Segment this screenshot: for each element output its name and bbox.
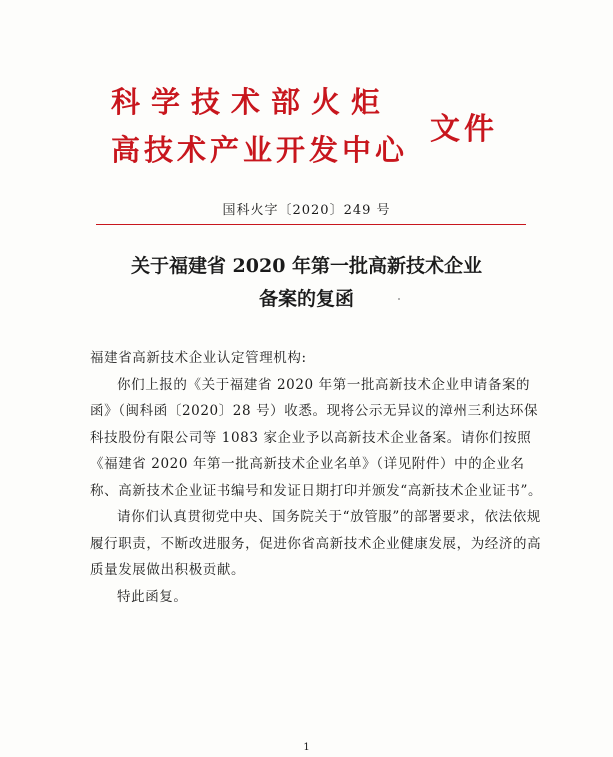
document-type-label: 文件 — [430, 112, 498, 147]
document-number: 国科火字〔2020〕249 号 — [222, 203, 391, 218]
scan-speck — [398, 298, 400, 300]
title-line-1: 关于福建省 2020 年第一批高新技术企业 — [130, 255, 483, 277]
body-paragraph-1: 你们上报的《关于福建省 2020 年第一批高新技术企业申请备案的函》（闽科函〔2020〕28 号）收悉。现将公示无异议的漳州三利达环保科技股份有限公司等 1083 家企业予以高新技术企业备案。请你们按照《福建省 2020 年第一批高新技术企业名单》（详见附件）中的企业名称、高新技术企业证书编号和发证日期打印并颁发“高新技术企业证书”。 — [90, 376, 543, 499]
title-line-2: 备案的复函 — [258, 288, 354, 310]
issuer-line-1: 科学技术部火炬 — [111, 85, 392, 119]
salutation: 福建省高新技术企业认定管理机构: — [90, 350, 307, 366]
document-body — [90, 345, 550, 610]
closing-remark: 特此函复。 — [117, 588, 188, 605]
red-divider-line — [96, 224, 526, 225]
page-number: 1 — [303, 742, 310, 753]
document-title — [0, 250, 613, 316]
issuer-name — [111, 78, 411, 174]
issuer-line-2: 高技术产业开发中心 — [111, 133, 409, 167]
body-paragraph-2: 请你们认真贯彻党中央、国务院关于“放管服”的部署要求，依法依规履行职责，不断改进服务，促进你省高新技术企业健康发展，为经济的高质量发展做出积极贡献。 — [90, 509, 542, 578]
